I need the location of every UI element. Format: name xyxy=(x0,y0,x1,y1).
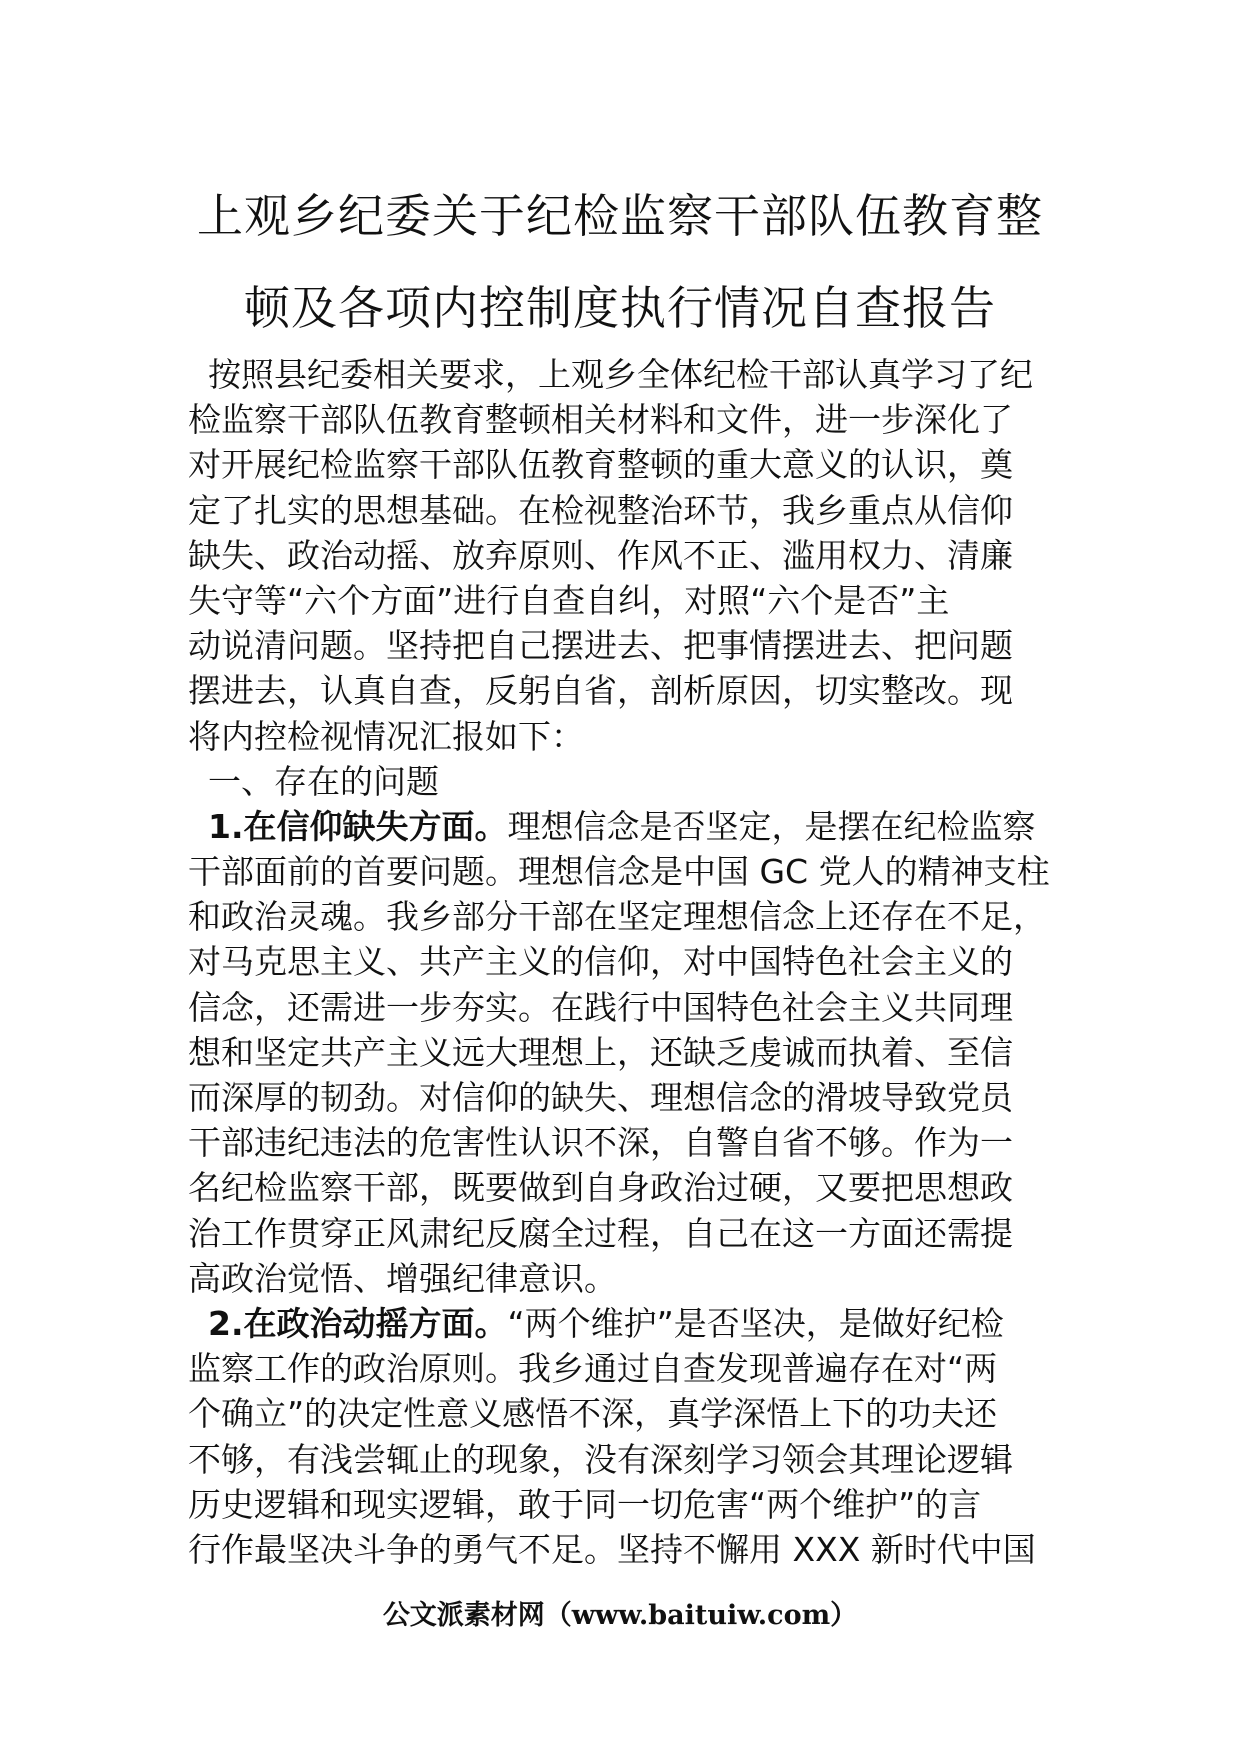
item-2-first-line: “两个维护”是否坚决，是做好纪检 xyxy=(507,1303,1004,1343)
paragraph-line: 想和坚定共产主义远大理想上，还缺乏虔诚而执着、至信 xyxy=(188,1032,1013,1072)
paragraph-line: 监察工作的政治原则。我乡通过自查发现普遍存在对“两 xyxy=(188,1349,998,1389)
item-1-paragraph xyxy=(188,804,1083,1301)
paragraph-line xyxy=(188,1301,1083,1346)
paragraph-line: 对马克思主义、共产主义的信仰，对中国特色社会主义的 xyxy=(188,942,1013,982)
paragraph-line: 检监察干部队伍教育整顿相关材料和文件，进一步深化了 xyxy=(188,400,1013,440)
item-1-first-line: 理想信念是否坚定，是摆在纪检监察 xyxy=(507,806,1036,846)
paragraph-line: 信念，还需进一步夯实。在践行中国特色社会主义共同理 xyxy=(188,987,1013,1027)
document-title-line-1: 上观乡纪委关于纪检监察干部队伍教育整 xyxy=(197,189,1043,243)
paragraph-line: 失守等“六个方面”进行自查自纠，对照“六个是否”主 xyxy=(188,580,950,620)
paragraph-line: 对开展纪检监察干部队伍教育整顿的重大意义的认识，奠 xyxy=(188,445,1013,485)
paragraph-line: 定了扎实的思想基础。在检视整治环节，我乡重点从信仰 xyxy=(188,490,1013,530)
intro-paragraph xyxy=(188,352,1083,759)
paragraph-line: 行作最坚决斗争的勇气不足。坚持不懈用 XXX 新时代中国 xyxy=(188,1529,1036,1569)
paragraph-line xyxy=(188,804,1083,849)
page-footer-watermark: 公文派素材网（www.baituiw.com） xyxy=(382,1600,858,1631)
paragraph-line: 和政治灵魂。我乡部分干部在坚定理想信念上还存在不足， xyxy=(188,897,1046,937)
section-heading: 一、存在的问题 xyxy=(208,761,439,801)
document-title-line-2: 顿及各项内控制度执行情况自查报告 xyxy=(244,281,996,335)
paragraph-line: 名纪检监察干部，既要做到自身政治过硬，又要把思想政 xyxy=(188,1168,1013,1208)
paragraph-line: 干部面前的首要问题。理想信念是中国 GC 党人的精神支柱 xyxy=(188,852,1050,892)
item-1-heading: 1.在信仰缺失方面。 xyxy=(208,806,508,846)
paragraph-line: 不够，有浅尝辄止的现象，没有深刻学习领会其理论逻辑 xyxy=(188,1439,1013,1479)
paragraph-line: 干部违纪违法的危害性认识不深，自警自省不够。作为一 xyxy=(188,1123,1013,1163)
paragraph-line: 个确立”的决定性意义感悟不深，真学深悟上下的功夫还 xyxy=(188,1394,998,1434)
paragraph-line: 动说清问题。坚持把自己摆进去、把事情摆进去、把问题 xyxy=(188,626,1013,666)
paragraph-line: 治工作贯穿正风肃纪反腐全过程，自己在这一方面还需提 xyxy=(188,1213,1013,1253)
paragraph-line: 高政治觉悟、增强纪律意识。 xyxy=(188,1258,617,1298)
paragraph-line: 历史逻辑和现实逻辑，敢于同一切危害“两个维护”的言 xyxy=(188,1484,982,1524)
paragraph-line: 而深厚的韧劲。对信仰的缺失、理想信念的滑坡导致党员 xyxy=(188,1078,1013,1117)
item-2-heading: 2.在政治动摇方面。 xyxy=(208,1303,508,1343)
paragraph-line: 按照县纪委相关要求，上观乡全体纪检干部认真学习了纪 xyxy=(208,355,1033,394)
paragraph-line: 将内控检视情况汇报如下： xyxy=(188,716,584,756)
paragraph-line: 缺失、政治动摇、放弃原则、作风不正、滥用权力、清廉 xyxy=(188,535,1013,575)
item-2-paragraph xyxy=(188,1301,1083,1572)
document-body xyxy=(188,352,1083,1572)
paragraph-line: 摆进去，认真自查，反躬自省，剖析原因，切实整改。现 xyxy=(188,671,1013,711)
